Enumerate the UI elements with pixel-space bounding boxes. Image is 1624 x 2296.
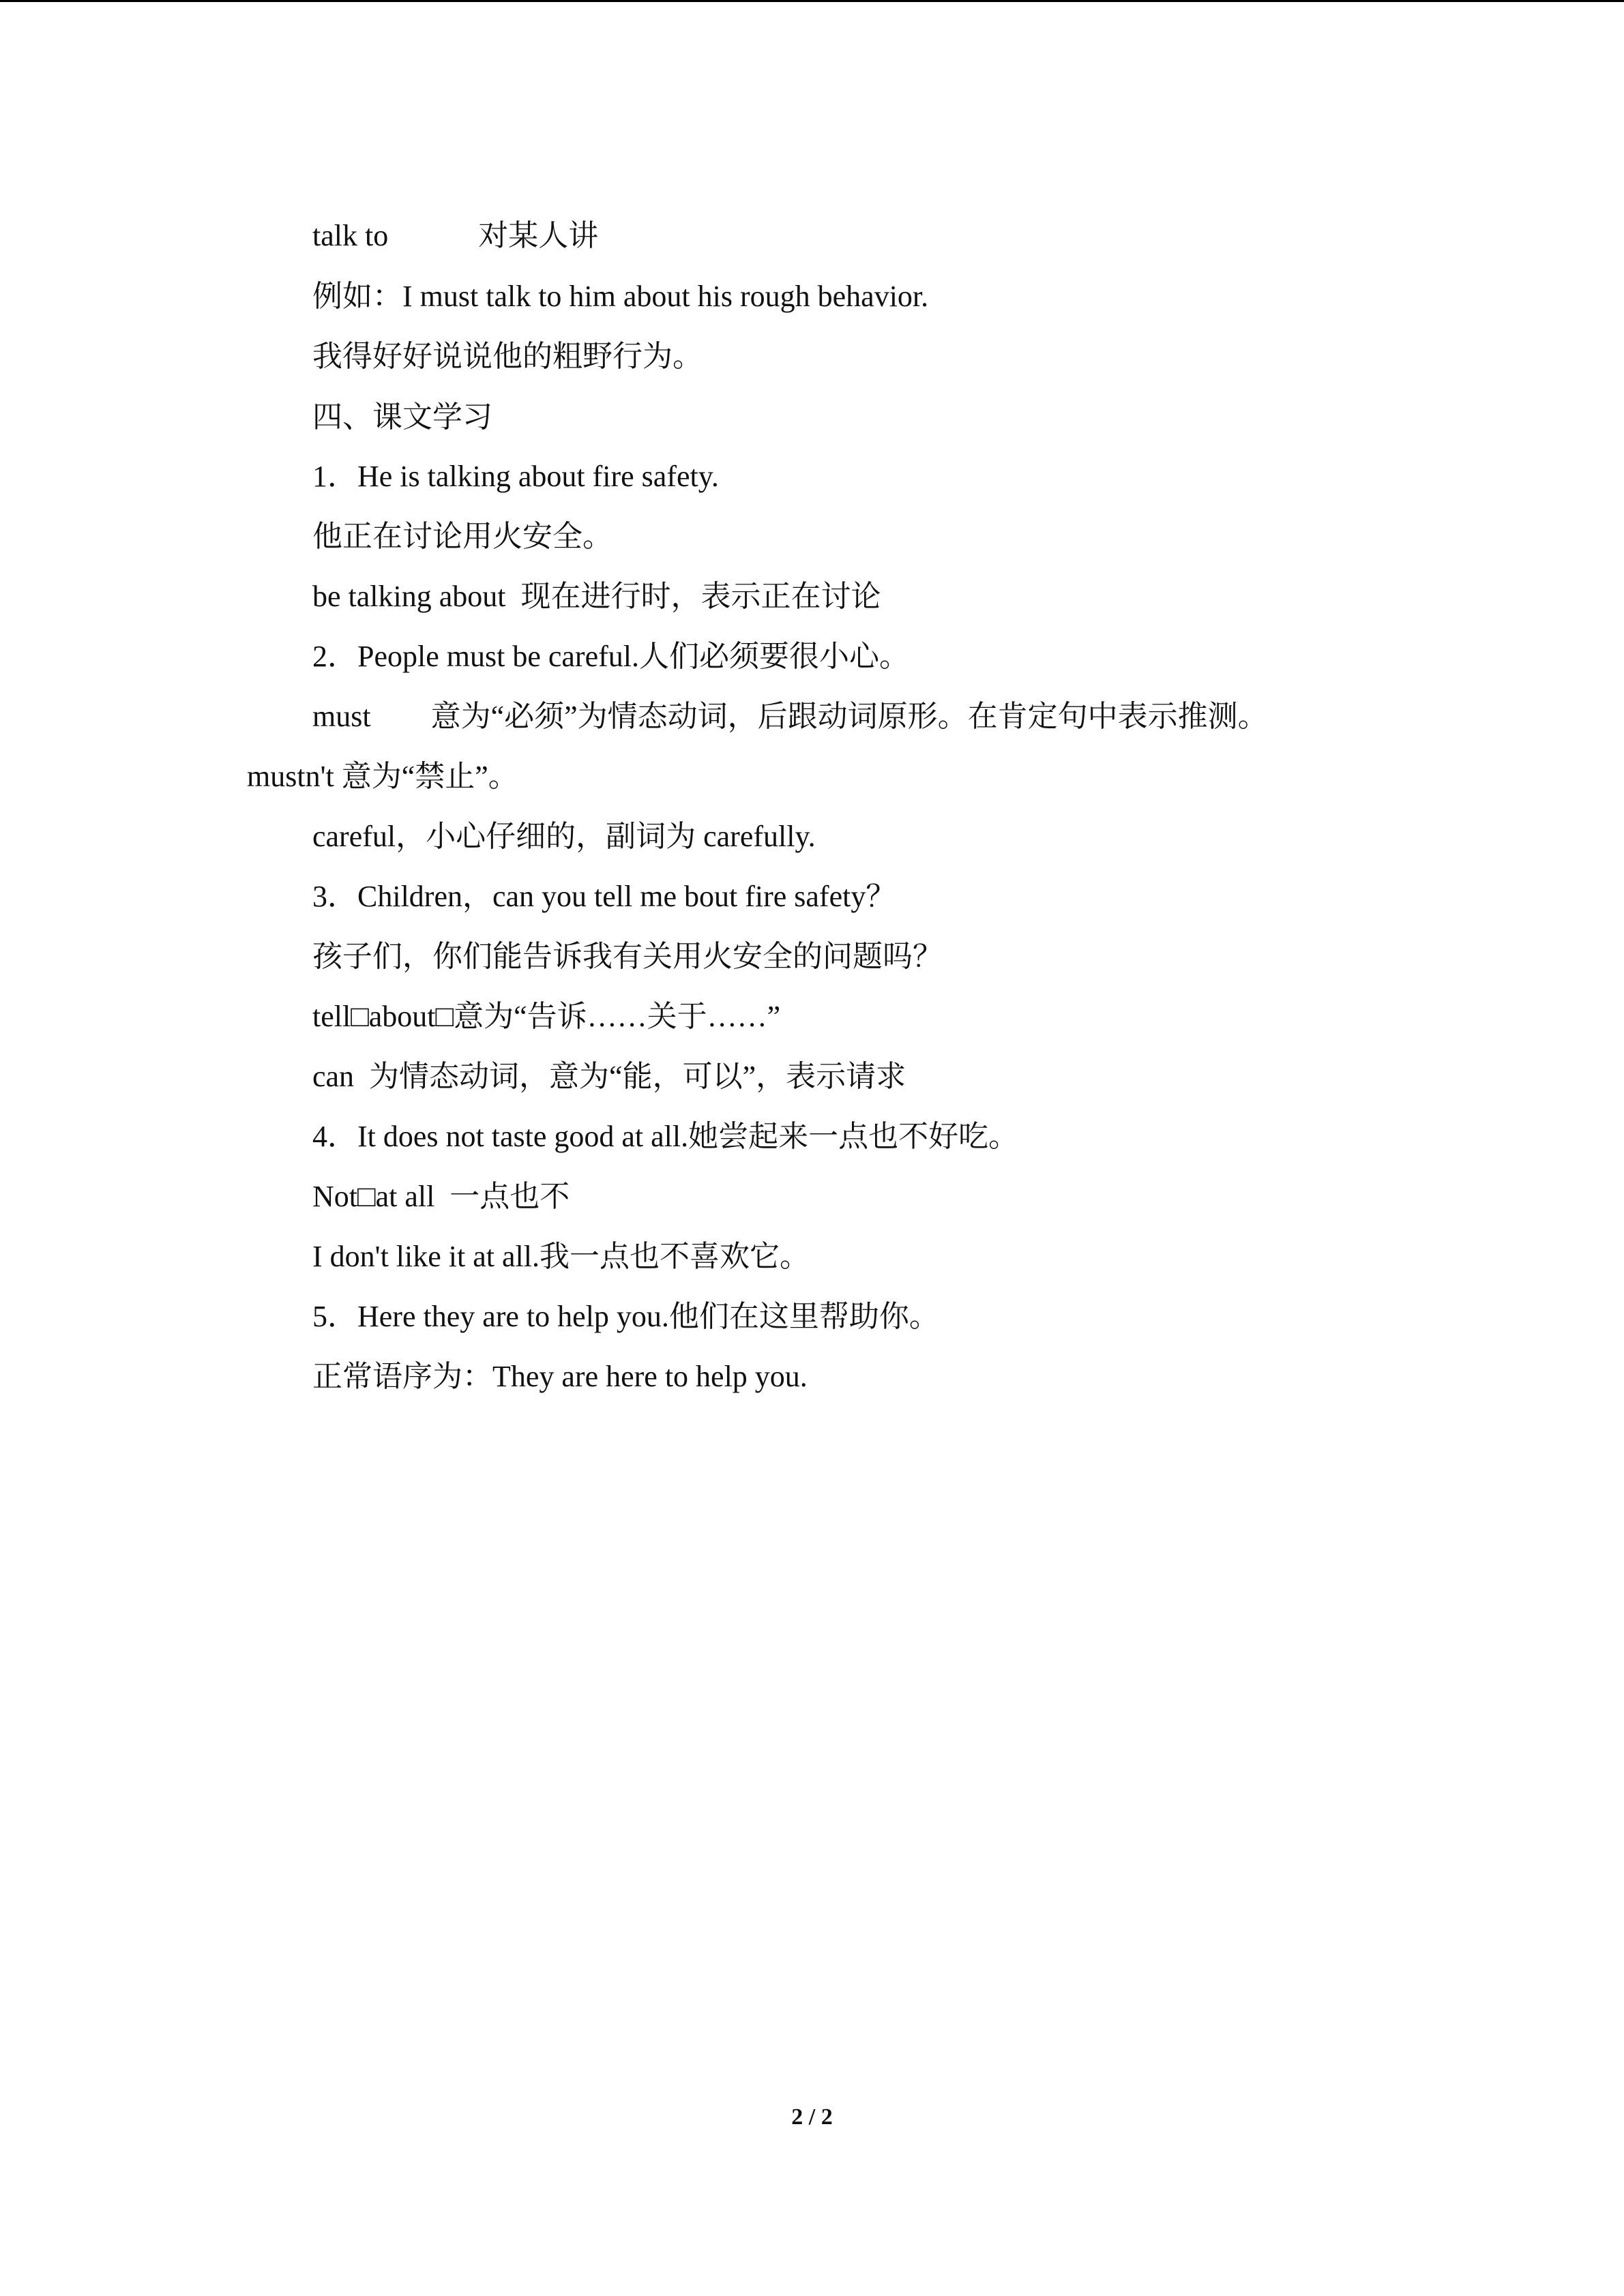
section-heading: 四、课文学习 [312,400,492,434]
text-line: 例如：I must talk to him about his rough behavior. [312,280,929,313]
text-line: 我得好好说说他的粗野行为。 [312,340,703,373]
text-line: 5．Here they are to help you.他们在这里帮助你。 [312,1300,939,1333]
page-number: 2 / 2 [791,2104,833,2130]
text-line: 孩子们，你们能告诉我有关用火安全的问题吗？ [312,940,943,973]
text-line: 1．He is talking about fire safety. [312,460,719,493]
text-line: 3．Children，can you tell me bout fire safety？ [312,880,896,913]
text-line: mustn't 意为“禁止”。 [247,760,518,793]
text-line: 他正在讨论用火安全。 [312,520,612,553]
text-line: Not□at all 一点也不 [312,1180,570,1213]
text-line: 4．It does not taste good at all.她尝起来一点也不好吃。 [312,1120,1019,1153]
text-line: careful，小心仔细的，副词为 carefully. [312,820,816,853]
text-line: talk to 对某人讲 [312,219,599,252]
text-line: can 为情态动词，意为“能，可以”，表示请求 [312,1060,906,1093]
text-line: tell□about□意为“告诉……关于……” [312,1000,781,1033]
text-line: 2．People must be careful.人们必须要很小心。 [312,640,909,673]
text-line: 正常语序为：They are here to help you. [312,1360,808,1393]
text-line: must 意为“必须”为情态动词，后跟动词原形。在肯定句中表示推测。 [312,700,1268,733]
text-line: I don't like it at all.我一点也不喜欢它。 [312,1240,810,1273]
text-line: be talking about 现在进行时，表示正在讨论 [312,580,881,613]
